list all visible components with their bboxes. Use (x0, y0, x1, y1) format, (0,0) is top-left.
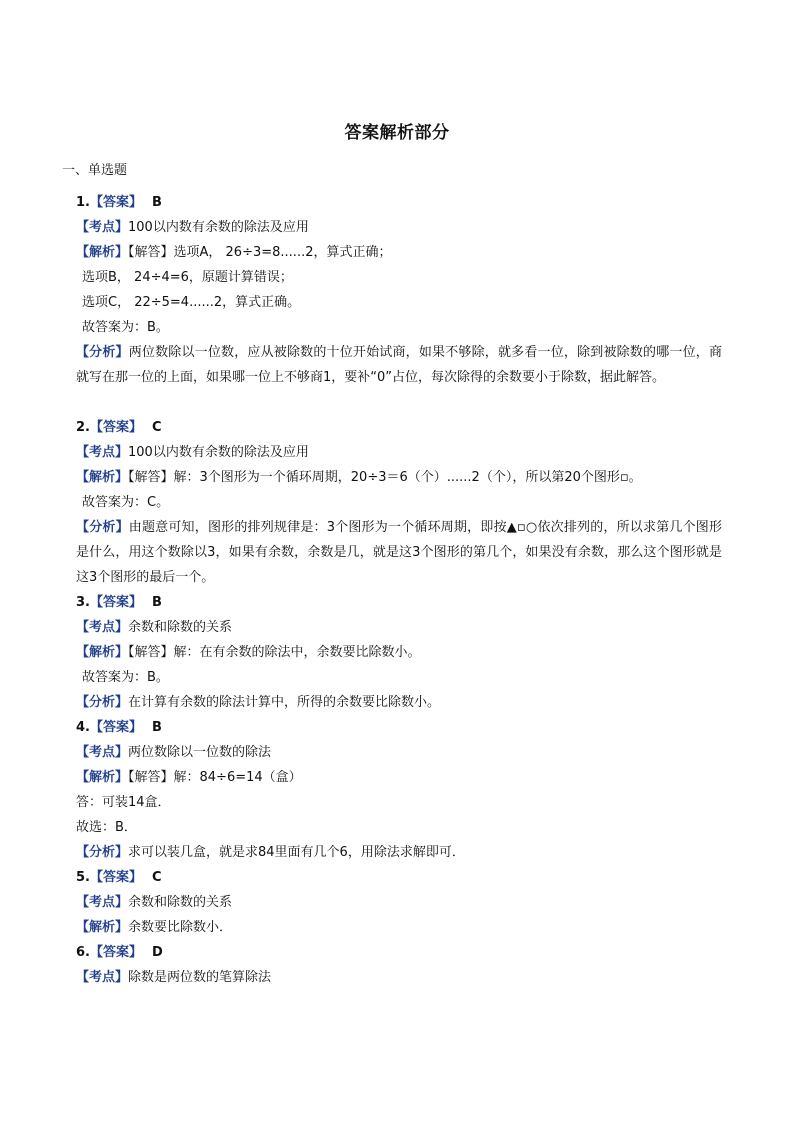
q1-point: 100以内数有余数的除法及应用 (128, 220, 309, 235)
q1-explain-3: 选项C， 22÷5=4......2，算式正确。 (82, 295, 301, 310)
answer-tag: 【答案】 (89, 420, 142, 435)
point-tag: 【考点】 (76, 220, 129, 235)
q4-explain-2: 答：可装14盒． (76, 795, 171, 810)
point-tag: 【考点】 (76, 445, 129, 460)
point-tag: 【考点】 (76, 745, 129, 760)
q3-analysis (76, 690, 722, 715)
analysis-tag: 【分析】 (76, 695, 129, 710)
q2-analysis-text: 由题意可知，图形的排列规律是：3个图形为一个循环周期，即按▲▫○依次排列的，所以求第几个图形是什么，用这个数除以3，如果有余数，余数是几，就是这3个图形的第几个，如果没有余数，那么这个图形就是这3个图形的最后一个。 (76, 520, 722, 585)
q2-point: 100以内数有余数的除法及应用 (128, 445, 309, 460)
q2-point-line (76, 440, 309, 465)
analysis-tag: 【分析】 (76, 520, 129, 535)
q1-analysis (76, 340, 722, 390)
q2-answer-line (76, 415, 162, 440)
q1-explain-line (76, 240, 391, 265)
answer-tag: 【答案】 (89, 595, 142, 610)
q6-point-line (76, 965, 271, 990)
q4-explain-3: 故选：B． (76, 820, 137, 835)
q1-analysis-text: 两位数除以一位数，应从被除数的十位开始试商，如果不够除，就多看一位，除到被除数的哪一位，商就写在那一位的上面，如果哪一位上不够商1，要补“0”占位，每次除得的余数要小于除数，据此解答。 (76, 345, 722, 385)
q4-answer-line (76, 715, 162, 740)
analysis-tag: 【分析】 (76, 845, 129, 860)
q4-point: 两位数除以一位数的除法 (128, 745, 272, 760)
q1-point-line (76, 215, 309, 240)
q6-answer-line (76, 940, 163, 965)
q4-analysis (76, 840, 465, 865)
q3-explain-2: 故答案为：B。 (82, 670, 169, 685)
q2-answer: C (152, 420, 162, 435)
analysis-tag: 【分析】 (76, 345, 129, 360)
q5-answer: C (152, 870, 162, 885)
page-title: 答案解析部分 (344, 123, 450, 143)
q5-explain-line (76, 915, 232, 940)
answer-tag: 【答案】 (89, 195, 142, 210)
q1-number: 1. (76, 195, 90, 210)
explain-tag: 【解析】 (76, 470, 129, 485)
q4-explain-line (76, 765, 302, 790)
q1-explain-2: 选项B， 24÷4=6，原题计算错误； (82, 270, 293, 285)
answer-tag: 【答案】 (89, 870, 142, 885)
q5-point-line (76, 890, 232, 915)
q1-explain-1: 【解答】选项A， 26÷3=8......2，算式正确； (128, 245, 392, 260)
q3-number: 3. (76, 595, 90, 610)
q5-number: 5. (76, 870, 90, 885)
q6-number: 6. (76, 945, 90, 960)
q5-explain-1: 余数要比除数小． (128, 920, 233, 935)
q1-answer: B (152, 195, 162, 210)
answer-tag: 【答案】 (89, 720, 142, 735)
q3-answer-line (76, 590, 162, 615)
explain-tag: 【解析】 (76, 645, 129, 660)
explain-tag: 【解析】 (76, 770, 129, 785)
section-heading: 一、单选题 (62, 163, 128, 178)
q2-explain-line (76, 465, 642, 490)
q2-number: 2. (76, 420, 90, 435)
q4-analysis-text: 求可以装几盒，就是求84里面有几个6，用除法求解即可． (128, 845, 465, 860)
q6-answer: D (152, 945, 163, 960)
q3-explain-1: 【解答】解：在有余数的除法中，余数要比除数小。 (128, 645, 421, 660)
q3-answer: B (152, 595, 162, 610)
q2-analysis (76, 515, 722, 590)
point-tag: 【考点】 (76, 970, 129, 985)
q3-point-line (76, 615, 232, 640)
answer-tag: 【答案】 (89, 945, 142, 960)
q1-explain-4: 故答案为：B。 (82, 320, 169, 335)
q4-explain-1: 【解答】解：84÷6=14（盒） (128, 770, 302, 785)
q1-answer-line (76, 190, 162, 215)
q3-analysis-text: 在计算有余数的除法计算中，所得的余数要比除数小。 (128, 695, 441, 710)
q3-explain-line (76, 640, 421, 665)
explain-tag: 【解析】 (76, 245, 129, 260)
point-tag: 【考点】 (76, 620, 129, 635)
q4-number: 4. (76, 720, 90, 735)
q4-answer: B (152, 720, 162, 735)
q4-point-line (76, 740, 271, 765)
q3-point: 余数和除数的关系 (128, 620, 233, 635)
q6-point: 除数是两位数的笔算除法 (128, 970, 272, 985)
q5-point: 余数和除数的关系 (128, 895, 233, 910)
q2-explain-2: 故答案为：C。 (82, 495, 170, 510)
q2-explain-1: 【解答】解：3个图形为一个循环周期，20÷3＝6（个）......2（个），所以第20个图形▫。 (128, 470, 642, 485)
explain-tag: 【解析】 (76, 920, 129, 935)
point-tag: 【考点】 (76, 895, 129, 910)
q5-answer-line (76, 865, 162, 890)
